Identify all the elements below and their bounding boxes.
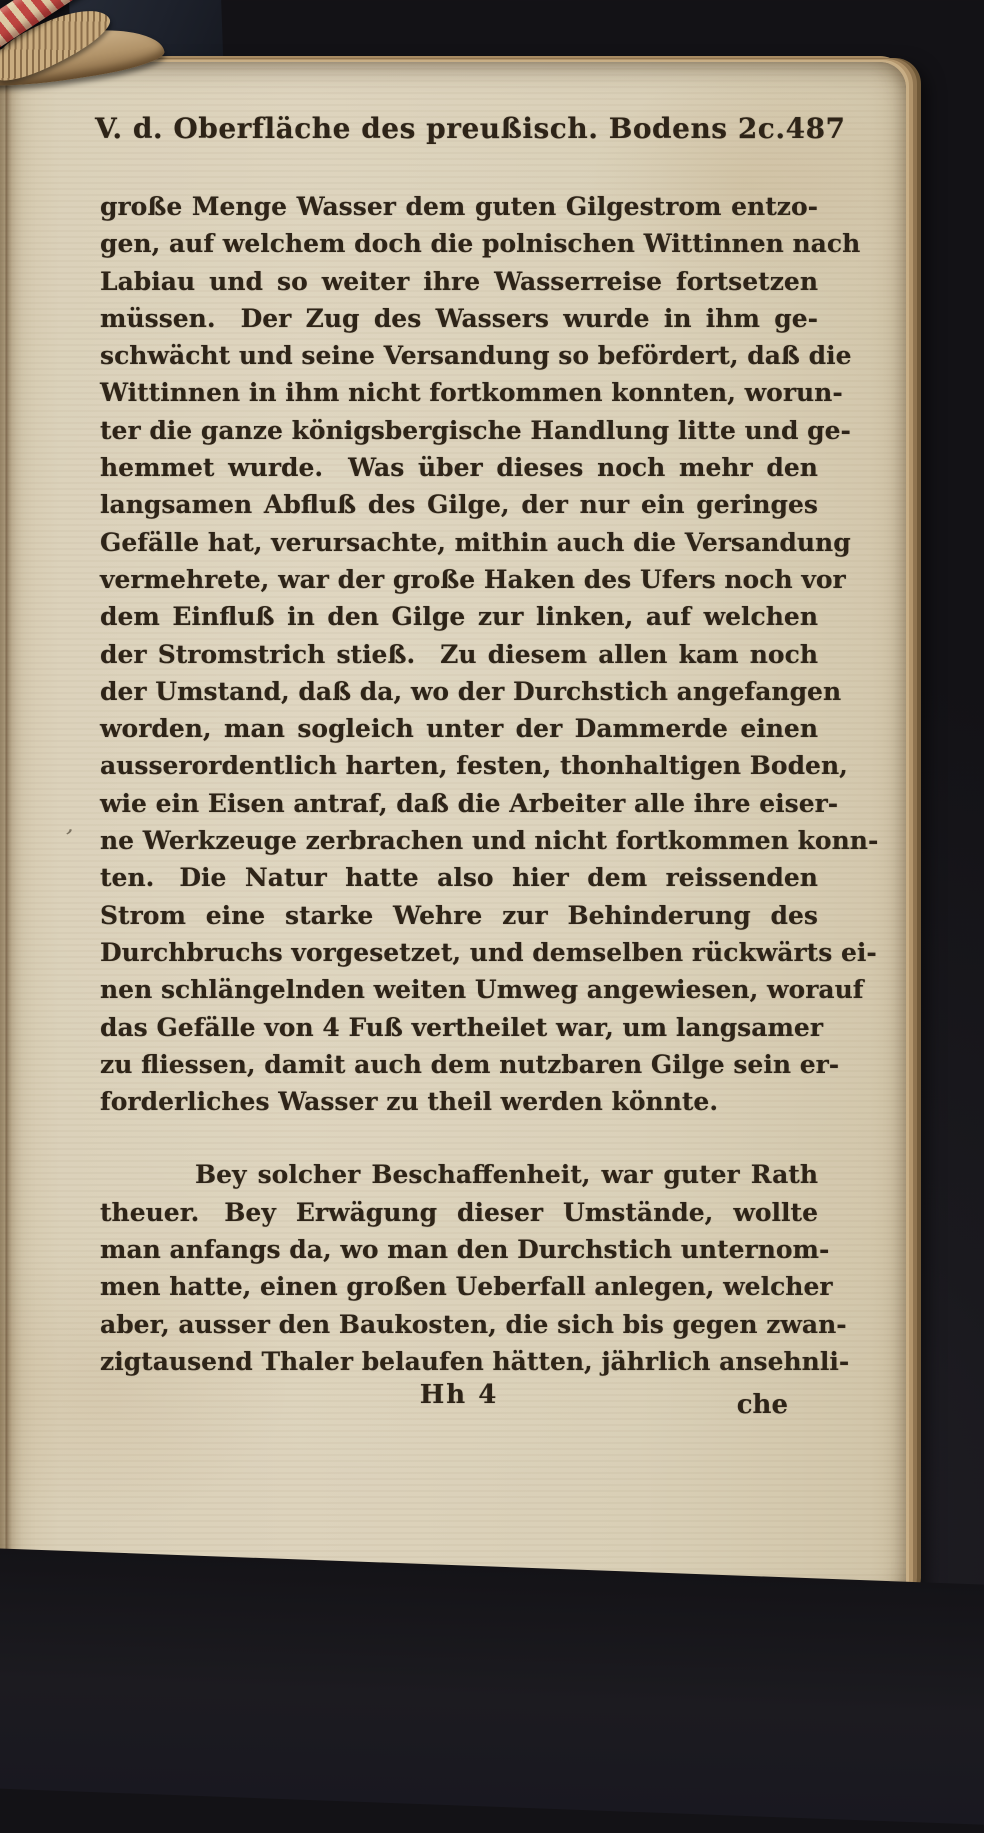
text-line: ne Werkzeuge zerbrachen und nicht fortkommen konn- <box>100 826 879 856</box>
text-line: langsamen Abfluß des Gilge, der nur ein geringes <box>100 490 818 520</box>
text-line: Labiau und so weiter ihre Wasserreise fortsetzen <box>100 266 818 296</box>
text-line: das Gefälle von 4 Fuß vertheilet war, um langsamer <box>100 1012 823 1042</box>
text-line: men hatte, einen großen Ueberfall anlegen, welcher <box>100 1272 833 1302</box>
text-line: theuer. Bey Erwägung dieser Umstände, wollte <box>100 1197 818 1227</box>
page-number: 487 <box>785 112 846 145</box>
book-page <box>0 62 906 1600</box>
text-line: ter die ganze königsbergische Handlung litte und ge- <box>100 415 851 445</box>
running-header <box>95 112 846 145</box>
marginal-mark: , <box>64 809 79 839</box>
text-line: Wittinnen in ihm nicht fortkommen konnten, worun- <box>100 378 843 408</box>
text-line: gen, auf welchem doch die polnischen Wittinnen nach <box>100 229 861 259</box>
text-line: Bey solcher Beschaffenheit, war guter Rath <box>195 1160 818 1190</box>
text-line: schwächt und seine Versandung so befördert, daß die <box>100 341 852 371</box>
text-line: zigtausend Thaler belaufen hätten, jährlich ansehnli- <box>100 1346 850 1376</box>
page-footer <box>100 1380 818 1424</box>
text-line: hemmet wurde. Was über dieses noch mehr den <box>100 453 818 483</box>
signature-mark: Hh 4 <box>419 1380 499 1410</box>
text-line: wie ein Eisen antraf, daß die Arbeiter alle ihre eiser- <box>100 788 839 818</box>
text-block <box>100 188 879 1380</box>
paragraph <box>100 188 879 1120</box>
text-line: der Stromstrich stieß. Zu diesem allen kam noch <box>100 639 818 669</box>
text-line: der Umstand, daß da, wo der Durchstich angefangen <box>100 676 842 706</box>
text-line: worden, man sogleich unter der Dammerde einen <box>100 714 818 744</box>
text-line: Gefälle hat, verursachte, mithin auch die Versandung <box>100 527 851 557</box>
text-line: forderliches Wasser zu theil werden könnte. <box>100 1087 719 1117</box>
text-line: dem Einfluß in den Gilge zur linken, auf welchen <box>100 602 818 632</box>
paragraph <box>100 1156 850 1380</box>
text-line: ten. Die Natur hatte also hier dem reissenden <box>100 863 818 893</box>
text-line: Strom eine starke Wehre zur Behinderung des <box>100 900 818 930</box>
text-line: müssen. Der Zug des Wassers wurde in ihm ge- <box>100 303 818 333</box>
text-line: Durchbruchs vorgesetzet, und demselben rückwärts ei- <box>100 937 877 967</box>
text-line: aber, ausser den Baukosten, die sich bis gegen zwan- <box>100 1309 847 1339</box>
text-line: zu fliessen, damit auch dem nutzbaren Gilge sein er- <box>100 1049 840 1079</box>
text-line: man anfangs da, wo man den Durchstich unternom- <box>100 1235 830 1265</box>
text-line: ausserordentlich harten, festen, thonhaltigen Boden, <box>100 751 848 781</box>
catchword: che <box>736 1390 788 1420</box>
text-line: vermehrete, war der große Haken des Ufers noch vor <box>100 564 846 594</box>
background-cut <box>0 1547 984 1833</box>
running-header-title: V. d. Oberfläche des preußisch. Bodens 2c. <box>95 112 786 145</box>
text-line: nen schlängelnden weiten Umweg angewiesen, worauf <box>100 975 864 1005</box>
text-line: große Menge Wasser dem guten Gilgestrom entzo- <box>100 192 818 221</box>
